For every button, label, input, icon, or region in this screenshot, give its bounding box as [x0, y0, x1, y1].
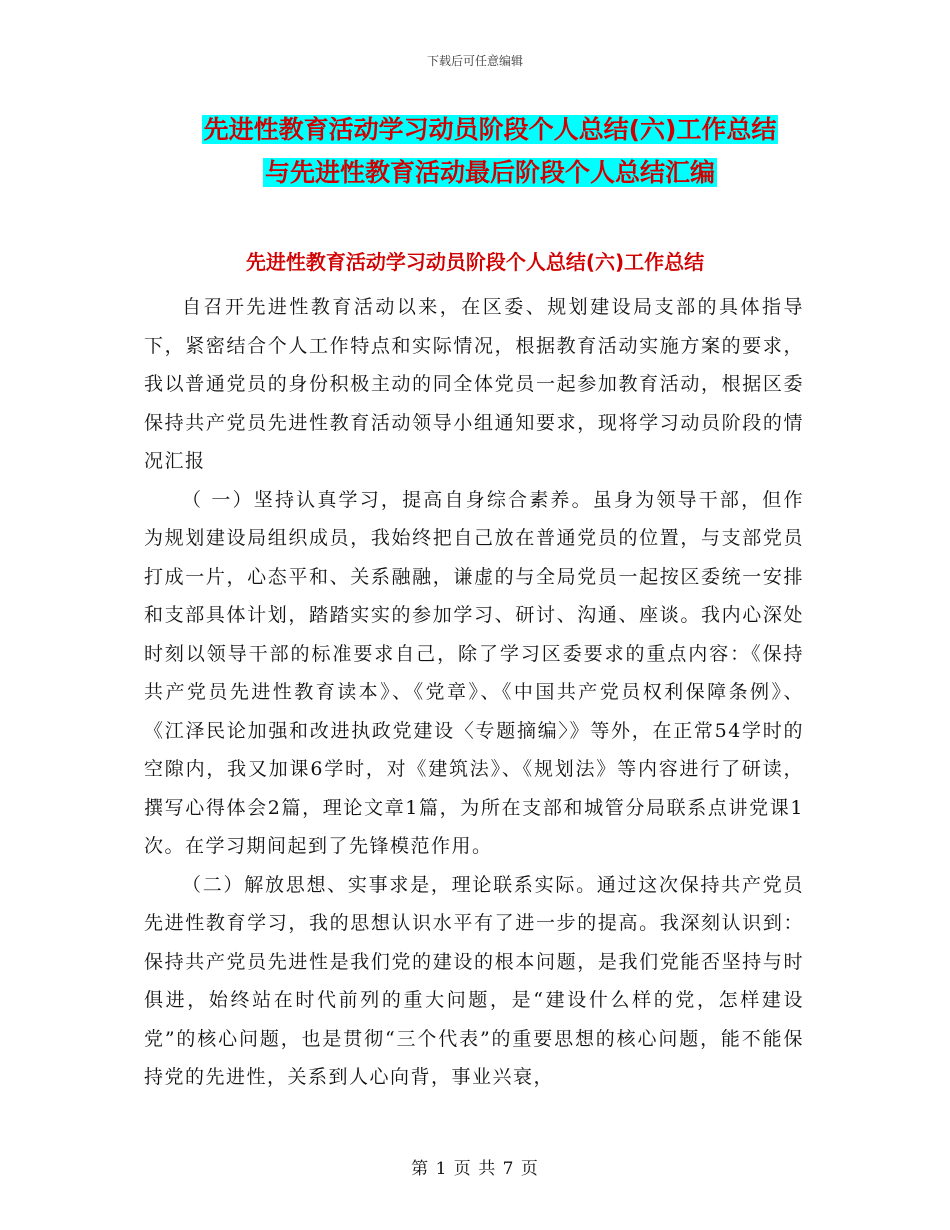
title-line-2-text: 与先进性教育活动最后阶段个人总结汇编 — [264, 158, 715, 187]
paragraph-intro: 自召开先进性教育活动以来，在区委、规划建设局支部的具体指导下，紧密结合个人工作特点和实际情况，根据教育活动实施方案的要求，我以普通党员的身份积极主动的同全体党员一起参加教育活动，根据区委保持共产党员先进性教育活动领导小组通知要求，现将学习动员阶段的情况汇报 — [144, 296, 804, 472]
title-line-1-text: 先进性教育活动学习动员阶段个人总结(六)工作总结 — [203, 115, 777, 144]
document-title-line-2 — [150, 153, 830, 193]
header-note: 下载后可任意编辑 — [426, 54, 523, 68]
section-title: 先进性教育活动学习动员阶段个人总结(六)工作总结 — [245, 250, 705, 274]
document-title-line-1 — [150, 110, 830, 150]
body-text — [144, 288, 804, 1097]
paragraph-section-1: （ 一）坚持认真学习，提高自身综合素养。虽身为领导干部，但作为规划建设局组织成员，我始终把自己放在普通党员的位置，与支部党员打成一片，心态平和、关系融融，谦虚的与全局党员一起按区委统一安排和支部具体计划，踏踏实实的参加学习、研讨、沟通、座谈。我内心深处时刻以领导干部的标准要求自己，除了学习区委要求的重点内容：《保持共产党员先进性教育读本》、《党章》、《中国共产党员权利保障条例》、《江泽民论加强和改进执政党建设〈专题摘编〉》等外，在正常54学时的空隙内，我又加课6学时，对《建筑法》、《规划法》等内容进行了研读，撰写心得体会2篇，理论文章1篇，为所在支部和城管分局联系点讲党课1次。在学习期间起到了先锋模范作用。 — [144, 488, 804, 857]
page-footer: 第 1 页 共 7 页 — [411, 1159, 539, 1179]
paragraph-section-2: （二）解放思想、实事求是，理论联系实际。通过这次保持共产党员先进性教育学习，我的思想认识水平有了进一步的提高。我深刻认识到：保持共产党员先进性是我们党的建设的根本问题，是我们党能否坚持与时俱进，始终站在时代前列的重大问题，是“建设什么样的党，怎样建设党”的核心问题，也是贯彻“三个代表”的重要思想的核心问题，能不能保持党的先进性，关系到人心向背，事业兴衰， — [144, 873, 804, 1088]
